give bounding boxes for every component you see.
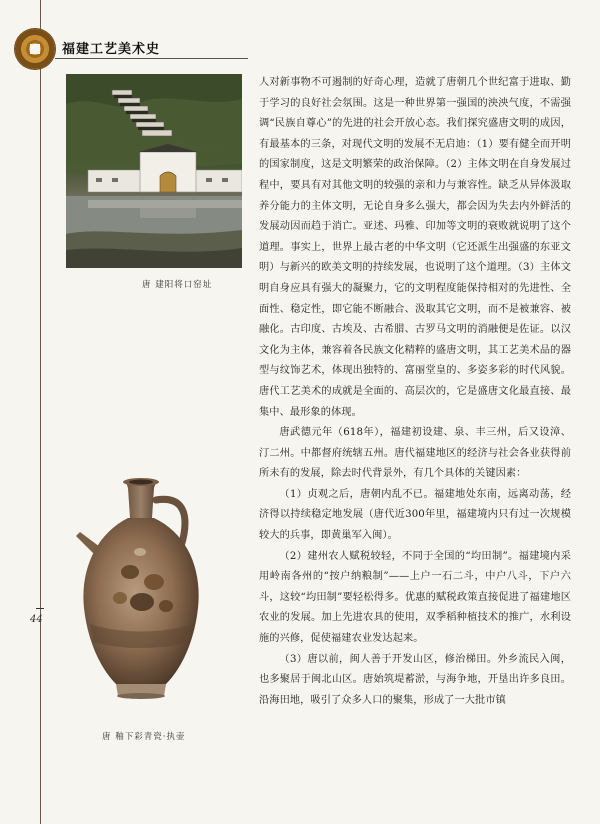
margin-rule — [40, 0, 41, 824]
running-header-title: 福建工艺美术史 — [62, 42, 161, 57]
book-emblem-icon — [15, 29, 55, 69]
figure-caption-ewer: 唐 釉下彩青瓷·执壶 — [102, 732, 186, 742]
body-paragraph: 人对新事物不可遏制的好奇心理，造就了唐朝几个世纪富于进取、勤于学习的良好社会氛围。这是一种世界第一强国的泱泱气度，不需强调“民族自尊心”的先进的社会开放心态。我们探究盛唐文明的成因，有最基本的三条，对现代文明的发展不无启迪：（1）要有健全而开明的国家制度，这是文明繁荣的政治保障。（2）主体文明在自身发展过程中，要具有对其他文明的较强的亲和力与兼容性。缺乏从异体汲取养分能力的主体文明，无论自身多么强大，都会因为失去内外鲜活的发展动因而趋于消亡。亚述、玛雅、印加等文明的衰败就说明了这个道理。事实上，世界上最古老的中华文明（它还派生出强盛的东亚文明）与新兴的欧美文明的持续发展，也说明了这个道理。（3）主体文明自身应具有强大的凝聚力，它的文明程度能保持相对的先进性、全面性、稳定性，即它能不断融合、汲取其它文明，而不是被兼容、被融化。古印度、古埃及、古希腊、古罗马文明的消融便是佐证。以汉文化为主体，兼容着各民族文化精粹的盛唐文明，其工艺美术品的器型与纹饰艺术，体现出独特的、富丽堂皇的、多姿多彩的时代风貌。唐代工艺美术的成就是全面的、高层次的，它是盛唐文化最直接、最集中、最形象的体现。 — [259, 77, 571, 418]
body-paragraph: 唐武德元年（618年），福建初设建、泉、丰三州，后又设漳、汀二州。中都督府统辖五州。唐代福建地区的经济与社会各业获得前所未有的发展，除去时代背景外，有几个具体的关键因素： — [259, 427, 571, 480]
ewer-illustration — [70, 474, 210, 704]
body-text-column — [259, 73, 571, 711]
body-paragraph: （1）贞观之后，唐朝内乱不已。福建地处东南，远离动荡，经济得以持续稳定地发展（唐代近300年里，福建境内只有过一次规模较大的兵事，即黄巢军入闽）。 — [259, 488, 571, 542]
page-number-tick — [36, 608, 44, 609]
ewer-photo — [70, 474, 210, 704]
kiln-site-photo — [66, 74, 242, 268]
figure-caption-kiln: 唐 建阳将口窑址 — [142, 280, 213, 290]
body-paragraph: （3）唐以前，闽人善于开发山区，修治梯田。外乡流民入闽，也多聚居于闽北山区。唐始筑堤蓄淤，与海争地，开垦出许多良田。沿海田地，吸引了众多人口的聚集，形成了一大批市镇 — [259, 653, 571, 706]
header-divider — [55, 58, 248, 59]
page-number: 44 — [30, 614, 43, 625]
kiln-site-illustration — [66, 74, 242, 268]
body-paragraph: （2）建州农人赋税较轻，不同于全国的“均田制”。福建境内采用岭南各州的“按户纳粮制”——上户一石二斗，中户八斗，下户六斗，这较“均田制”要轻松得多。优惠的赋税政策直接促进了福建地区农业的发展。加上先进农具的使用，双季稻种植技术的推广，水利设施的兴修，促使福建农业发达起来。 — [259, 550, 571, 645]
